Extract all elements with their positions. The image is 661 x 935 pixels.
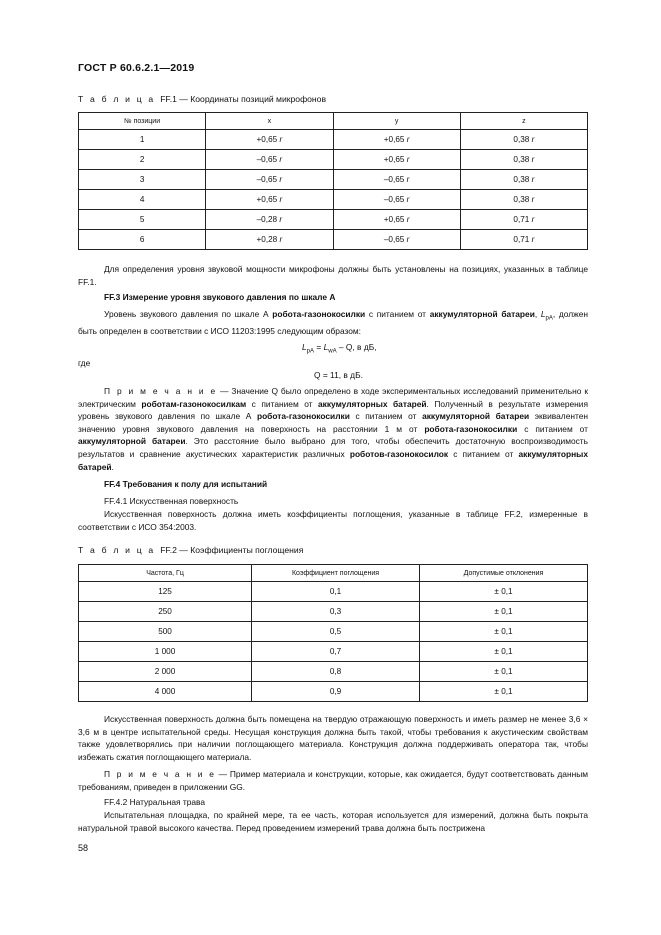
- table-cell: 5: [79, 210, 206, 230]
- table-cell: 2: [79, 150, 206, 170]
- table-cell: 3: [79, 170, 206, 190]
- table-row: [79, 642, 588, 662]
- table-cell: 0,9: [252, 682, 420, 702]
- table-row: [79, 210, 588, 230]
- table-cell: 0,7: [252, 642, 420, 662]
- table-microphone-positions: [78, 112, 588, 250]
- section-ff4-title: FF.4 Требования к полу для испытаний: [104, 479, 268, 489]
- table-row: [79, 150, 588, 170]
- table-cell: –0,65 r: [333, 170, 460, 190]
- table-cell: +0,28 r: [206, 230, 333, 250]
- paragraph-sound-level: Уровень звукового давления по шкале А робота-газонокосилки с питанием от аккумуляторной батареи, $L_{pA}$, должен быть определен в соответствии с ИСО 11203:1995 следующим образом:: [78, 309, 588, 337]
- table-cell: 0,71 r: [460, 210, 587, 230]
- table-cell: 4: [79, 190, 206, 210]
- table-row: [79, 662, 588, 682]
- table-cell: –0,65 r: [333, 190, 460, 210]
- table-cell: 250: [79, 602, 252, 622]
- table-cell: +0,65 r: [333, 130, 460, 150]
- document-header: ГОСТ Р 60.6.2.1—2019: [78, 62, 195, 74]
- table-cell: 0,3: [252, 602, 420, 622]
- table-header-row: [79, 113, 588, 130]
- table-row: [79, 230, 588, 250]
- note-q-value: П р и м е ч а н и е — Значение Q было определено в ходе экспериментальных исследований применительно к электрическим роботам-газонокосилкам с питанием от аккумуляторных батарей. Полученный в результате измерения уровень звукового давления по шкале А робота-газонокосилки с питанием от аккумуляторной батареи эквивалентен значению уровня звукового давления на поверхность на расстоянии 1 м от робота-газонокосилки с питанием от аккумуляторной батареи. Это расстояние было выбрано для того, чтобы обеспечить достаточную воспроизводимость результатов и сравнение акустических характеристик различных роботов-газонокосилок с питанием от аккумуляторных батарей.: [78, 386, 589, 472]
- table-cell: +0,65 r: [333, 210, 460, 230]
- column-header: № позиции: [79, 113, 206, 130]
- column-header: z: [460, 113, 587, 130]
- table-row: [79, 130, 588, 150]
- table-row: [79, 602, 588, 622]
- table-cell: ± 0,1: [420, 682, 588, 702]
- paragraph-absorption: Искусственная поверхность должна иметь коэффициенты поглощения, указанные в таблице FF.2, измеренные в соответствии с ИСО 354:2003.: [78, 509, 588, 532]
- table2-caption: Т а б л и ц а FF.2 — Коэффициенты поглощения: [78, 545, 304, 555]
- table-cell: 4 000: [79, 682, 252, 702]
- table-cell: ± 0,1: [420, 622, 588, 642]
- table-cell: ± 0,1: [420, 642, 588, 662]
- column-header: Допустимые отклонения: [420, 565, 588, 582]
- column-header: x: [206, 113, 333, 130]
- table-row: [79, 682, 588, 702]
- table-cell: +0,65 r: [206, 190, 333, 210]
- table-cell: 0,38 r: [460, 130, 587, 150]
- table-cell: –0,65 r: [333, 230, 460, 250]
- table-cell: 125: [79, 582, 252, 602]
- table1-caption: Т а б л и ц а FF.1 — Координаты позиций микрофонов: [78, 94, 327, 104]
- table-row: [79, 622, 588, 642]
- table-cell: 0,5: [252, 622, 420, 642]
- table-header-row: [79, 565, 588, 582]
- paragraph-natural-grass: Испытательная площадка, по крайней мере, та ее часть, которая используется для измерений, должна быть покрыта натуральной травой высокого качества. Перед проведением измерений трава должна быть пострижена: [78, 810, 588, 833]
- table-cell: 0,38 r: [460, 170, 587, 190]
- table-absorption-coefficients: [78, 564, 588, 702]
- table-cell: 0,71 r: [460, 230, 587, 250]
- table-cell: –0,28 r: [206, 210, 333, 230]
- table-cell: 0,38 r: [460, 190, 587, 210]
- table-cell: 500: [79, 622, 252, 642]
- table-cell: 6: [79, 230, 206, 250]
- formula-lpa: $L_{pA} = L_{wA} - Q$, в дБ,: [302, 342, 377, 355]
- table-cell: ± 0,1: [420, 602, 588, 622]
- table-row: [79, 170, 588, 190]
- table-cell: –0,65 r: [206, 170, 333, 190]
- column-header: y: [333, 113, 460, 130]
- table-cell: ± 0,1: [420, 582, 588, 602]
- table-cell: 0,8: [252, 662, 420, 682]
- column-header: Частота, Гц: [79, 565, 252, 582]
- page-number: 58: [78, 843, 89, 853]
- table-row: [79, 190, 588, 210]
- table-cell: 0,1: [252, 582, 420, 602]
- column-header: Коэффициент поглощения: [252, 565, 420, 582]
- note-material: П р и м е ч а н и е — Пример материала и конструкции, которые, как ожидается, будут соответствовать данным требованиям, приведен в приложении GG.: [78, 769, 588, 792]
- table-cell: ± 0,1: [420, 662, 588, 682]
- section-ff3-title: FF.3 Измерение уровня звукового давления по шкале А: [104, 292, 336, 302]
- formula-q: Q = 11, в дБ.: [314, 370, 363, 380]
- table-cell: 2 000: [79, 662, 252, 682]
- table-cell: +0,65 r: [333, 150, 460, 170]
- table-cell: 0,38 r: [460, 150, 587, 170]
- where-label: где: [78, 358, 91, 368]
- table-row: [79, 582, 588, 602]
- table-cell: 1 000: [79, 642, 252, 662]
- table-cell: 1: [79, 130, 206, 150]
- paragraph-artificial-surface: Искусственная поверхность должна быть помещена на твердую отражающую поверхность и иметь размер не менее 3,6 × 3,6 м в центре испытательной среды. Несущая конструкция должна быть такой, чтобы требования к акустическим свойствам также удовлетворялись при наличии поглощающего материала. Конструкция должна поддерживать оператора так, чтобы избежать сжатия поглощающего материала.: [78, 714, 588, 762]
- paragraph-positions: Для определения уровня звуковой мощности микрофоны должны быть установлены на позициях, указанных в таблице FF.1.: [78, 264, 588, 287]
- table-cell: –0,65 r: [206, 150, 333, 170]
- section-ff42-title: FF.4.2 Натуральная трава: [104, 797, 206, 807]
- table-cell: +0,65 r: [206, 130, 333, 150]
- section-ff41-title: FF.4.1 Искусственная поверхность: [104, 496, 239, 506]
